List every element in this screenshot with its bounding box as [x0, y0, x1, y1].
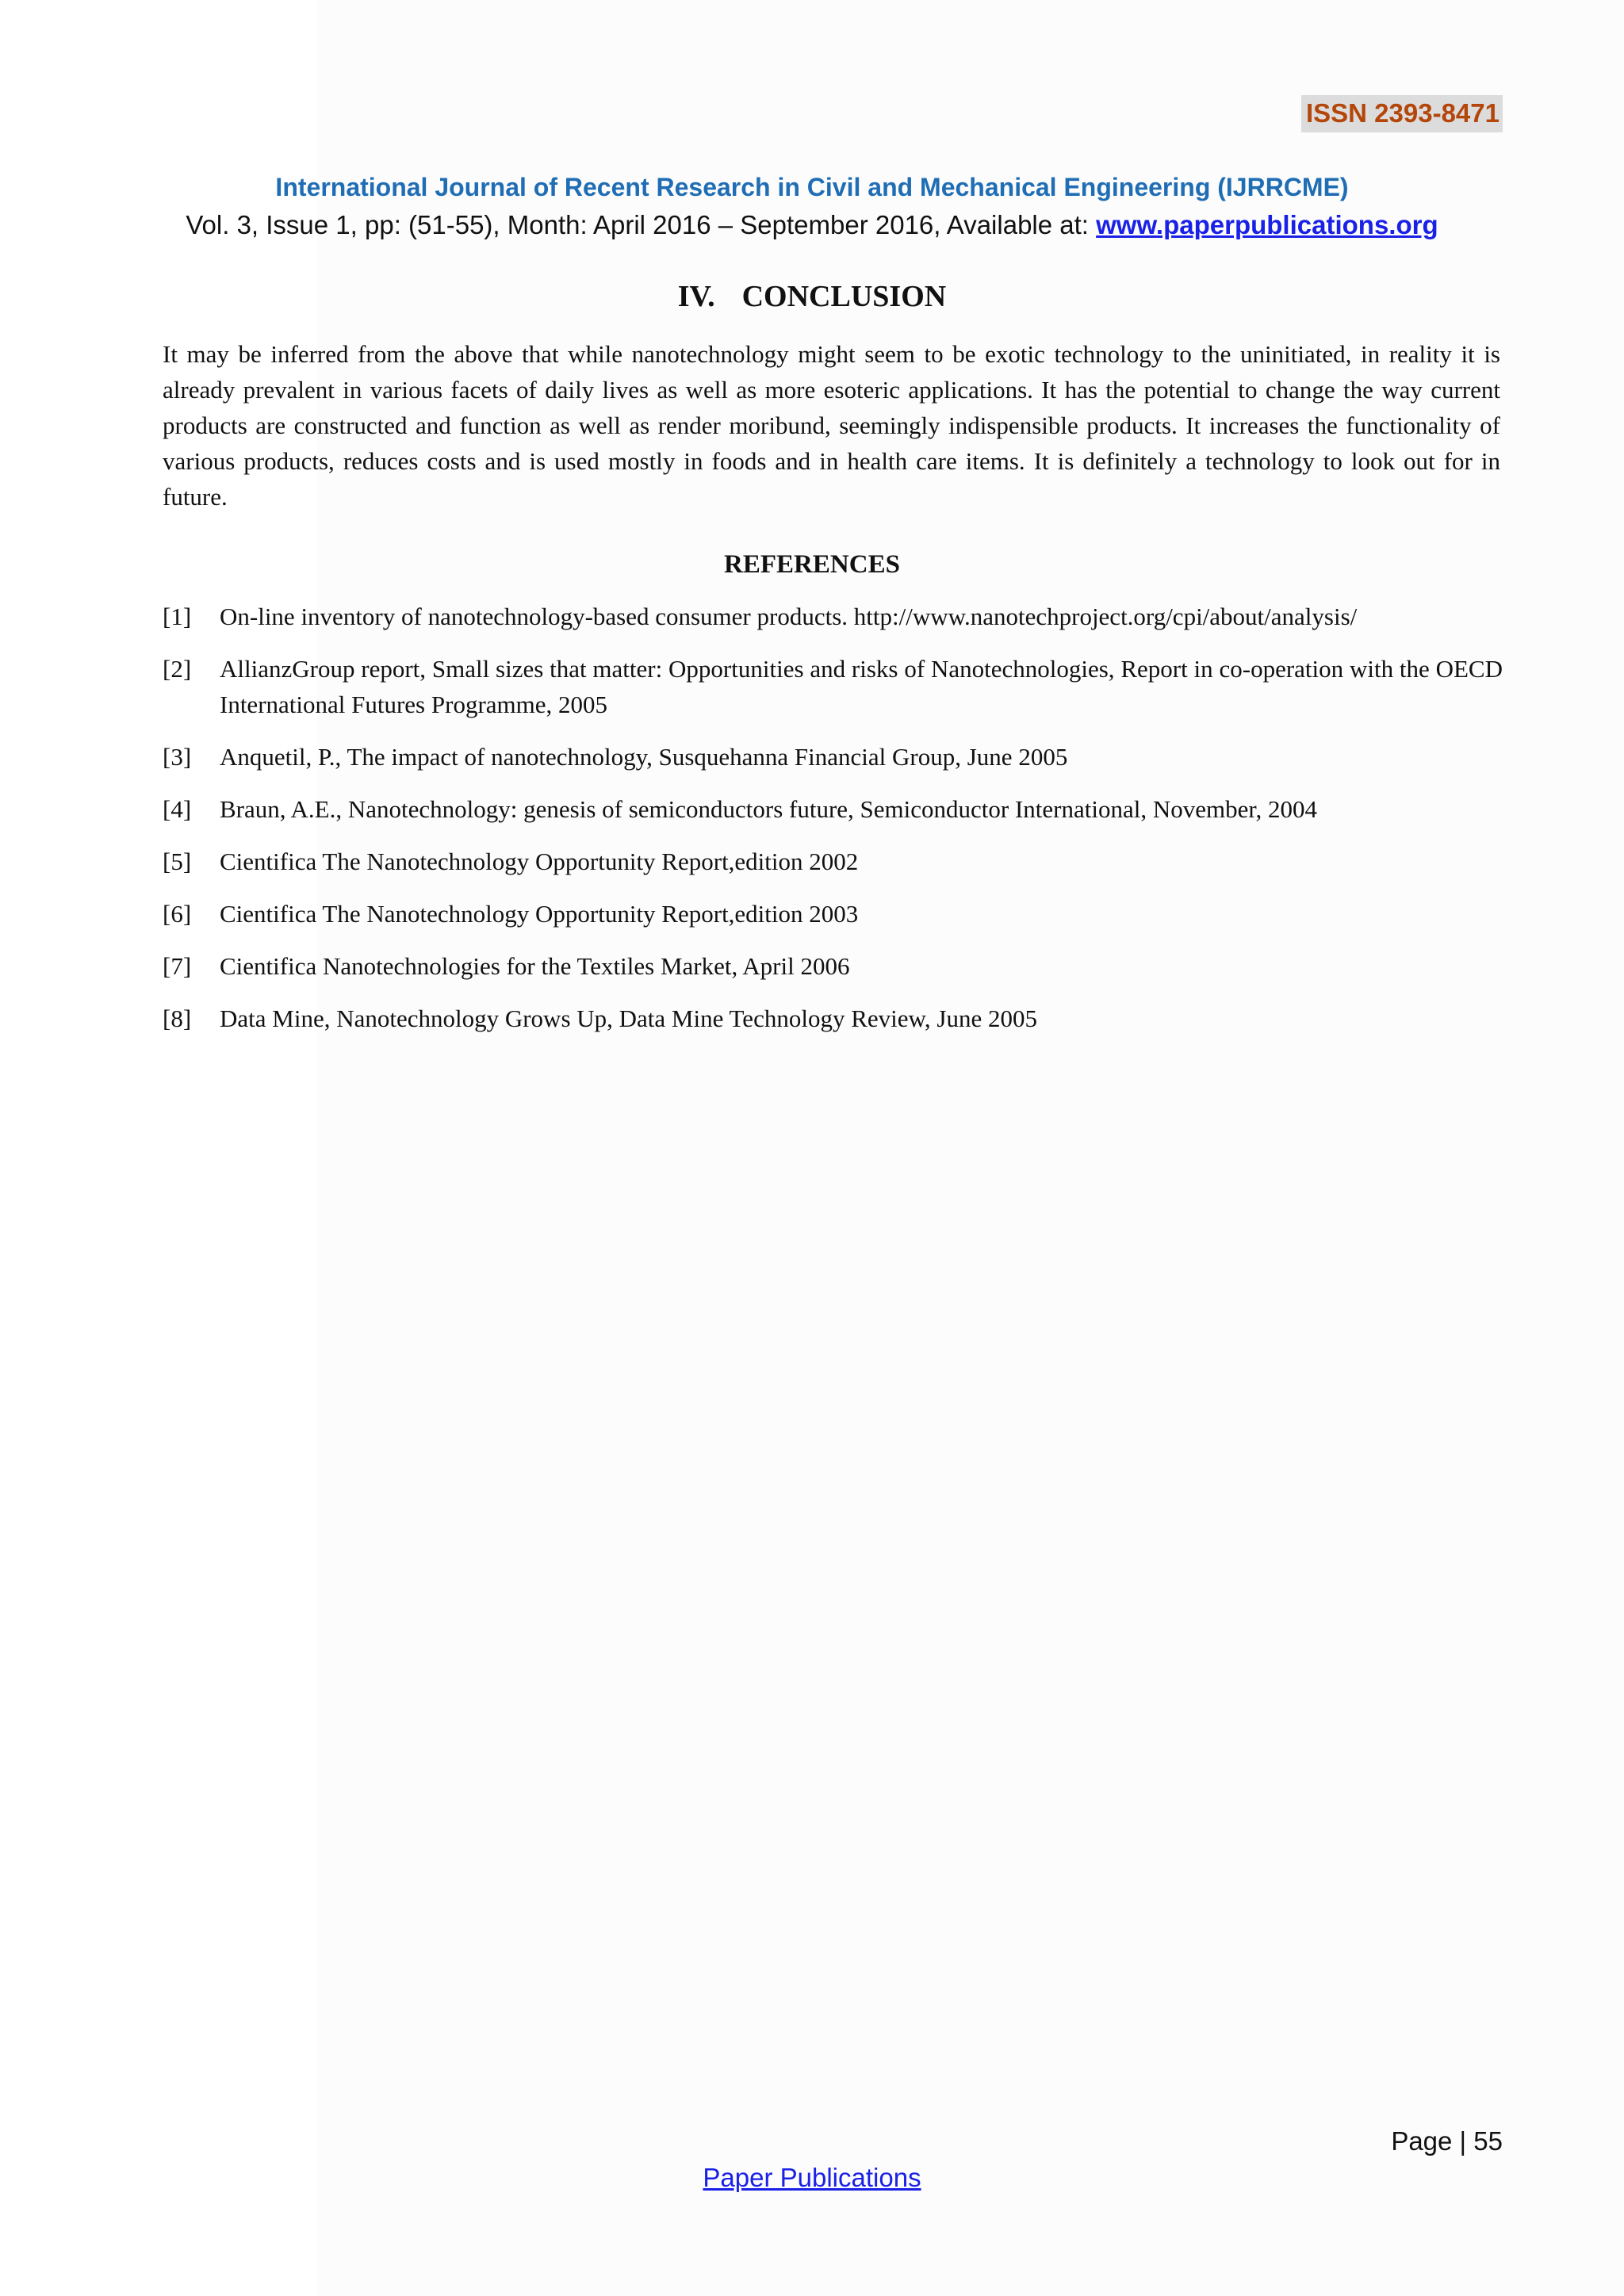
publisher-link[interactable]: Paper Publications [703, 2163, 921, 2192]
reference-item [163, 896, 1503, 932]
reference-item [163, 599, 1503, 634]
reference-number: [2] [163, 655, 192, 683]
reference-text: On-line inventory of nanotechnology-based consumer products. http://www.nanotechproject.org/cpi/about/analysis/ [220, 603, 1358, 630]
reference-number: [3] [163, 743, 192, 771]
reference-number: [5] [163, 848, 192, 875]
reference-item [163, 844, 1503, 879]
reference-text: Cientifica Nanotechnologies for the Textiles Market, April 2006 [220, 952, 850, 980]
reference-text: Braun, A.E., Nanotechnology: genesis of semiconductors future, Semiconductor International, November, 2004 [220, 795, 1317, 823]
reference-number: [4] [163, 795, 192, 823]
section-heading [0, 279, 1624, 314]
reference-text: Anquetil, P., The impact of nanotechnology, Susquehanna Financial Group, June 2005 [220, 743, 1068, 771]
reference-number: [6] [163, 900, 192, 928]
section-number: IV. [677, 280, 715, 313]
journal-title: International Journal of Recent Research in Civil and Mechanical Engineering (IJRRCME) [275, 173, 1349, 201]
journal-info-text: Vol. 3, Issue 1, pp: (51-55), Month: April 2016 – September 2016, Available at: [186, 210, 1097, 239]
reference-item [163, 791, 1503, 827]
publisher-footer [0, 2163, 1624, 2193]
page-number: Page | 55 [1391, 2126, 1503, 2156]
conclusion-paragraph: It may be inferred from the above that while nanotechnology might seem to be exotic technology to the uninitiated, in reality it is already prevalent in various facets of daily lives as well as more esoteric applications. It has the potential to change the way current products are constructed and function as well as render moribund, seemingly indispensible products. It increases the functionality of various products, reduces costs and is used mostly in foods and in health care items. It is definitely a technology to look out for in future. [163, 340, 1500, 511]
references-heading: REFERENCES [724, 550, 900, 579]
reference-list [163, 599, 1503, 1053]
journal-info [0, 210, 1624, 240]
reference-item [163, 739, 1503, 775]
issn-label: ISSN 2393-8471 [1301, 95, 1503, 132]
reference-text: AllianzGroup report, Small sizes that matter: Opportunities and risks of Nanotechnologies, Report in co-operation with the OECD International Futures Programme, 2005 [220, 655, 1503, 718]
reference-text: Cientifica The Nanotechnology Opportunity Report,edition 2003 [220, 900, 859, 928]
reference-item [163, 948, 1503, 984]
reference-text: Data Mine, Nanotechnology Grows Up, Data Mine Technology Review, June 2005 [220, 1004, 1037, 1032]
reference-number: [8] [163, 1004, 192, 1032]
reference-text: Cientifica The Nanotechnology Opportunity Report,edition 2002 [220, 848, 859, 875]
reference-number: [1] [163, 603, 192, 630]
section-title: CONCLUSION [741, 280, 947, 313]
reference-number: [7] [163, 952, 192, 980]
reference-item [163, 1001, 1503, 1036]
website-link[interactable]: www.paperpublications.org [1096, 210, 1438, 239]
reference-item [163, 651, 1503, 722]
